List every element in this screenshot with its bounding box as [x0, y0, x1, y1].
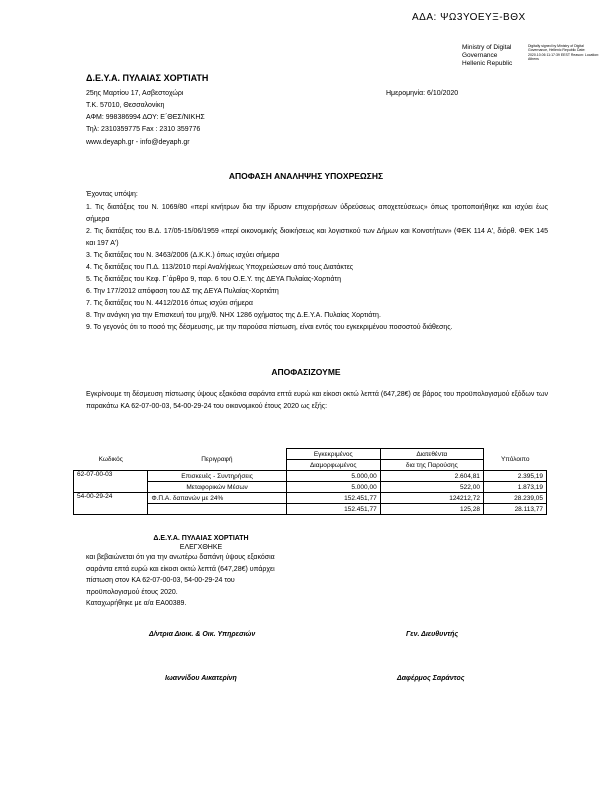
row-description: Επισκευές - Συντηρήσεις: [148, 471, 286, 482]
verification-line: προϋπολογισμού έτους 2020.: [86, 588, 178, 596]
consideration-item: 4. Τις διατάξεις του Π.Δ. 113/2010 περί Αναλήψεως Υποχρεώσεων από τους Διατάκτες: [86, 264, 354, 271]
table-row: [74, 493, 547, 504]
consideration-item: 5. Τις διατάξεις του Κεφ. Γ΄άρθρο 9, παρ. 6 του Ο.Ε.Υ. της ΔΕΥΑ Πυλαίας-Χορτιάτη: [86, 276, 342, 283]
signatory-left-name: Ιωαννίδου Αικατερίνη: [165, 675, 237, 682]
consideration-item: 1. Τις διατάξεις του Ν. 1069/80 «περί κινήτρων δια την ίδρυσιν επιχειρήσεων ύδρεύσεως αποχετεύσεως» όπως τροποποιήθηκε και ισχύει έως σήμερα: [86, 204, 548, 223]
header-balance: Υπόλοιπο: [500, 455, 530, 463]
header-approved: Εγκεκριμένος: [286, 449, 380, 460]
signatory-left-title: Δ/ντρια Διοικ. & Οικ. Υπηρεσιών: [149, 631, 256, 638]
row-approved: 5.000,00: [286, 471, 380, 482]
verification-line: και βεβαιώνεται ότι για την ανωτέρω δαπάνη ύψους εξακόσια: [86, 554, 275, 561]
row-code: 54-00-29-24: [74, 493, 148, 515]
org-web: www.deyaph.gr - info@deyaph.gr: [86, 139, 190, 146]
row-allocated: 124212,72: [380, 493, 483, 504]
table-row: [74, 471, 547, 482]
header-allocated: Διατεθέντα: [380, 449, 483, 460]
signatory-right-title: Γεν. Διευθυντής: [406, 631, 459, 638]
verification-line: Καταχωρήθηκε με α/α ΕΑ00389.: [86, 600, 187, 607]
row-balance: 28.239,05: [483, 493, 546, 504]
header-description: Περιγραφή: [201, 455, 233, 463]
org-postal: Τ.Κ. 57010, Θεσσαλονίκη: [86, 102, 165, 109]
consideration-item: 8. Την ανάγκη για την Επισκευή του μηχ/θ. ΝΗΧ 1286 οχήματος της Δ.Ε.Υ.Α. Πυλαίας Χορτιάτη.: [86, 312, 381, 319]
decision-text: Εγκρίνουμε τη δέσμευση πίστωσης ύψους εξακόσια σαράντα επτά ευρώ και είκοσι οκτώ λεπτά (647,28€) σε βάρος του προϋπολογισμού εξόδων των παρακάτω ΚΑ 62-07-00-03, 54-00-29-24 του οικονομικού έτους 2020 ως εξής:: [86, 391, 548, 410]
row-description: Μεταφορικών Μέσων: [148, 482, 286, 493]
row-description: [148, 504, 286, 515]
row-approved: 152.451,77: [286, 493, 380, 504]
verification-line: πίστωση στον ΚΑ 62-07-00-03, 54-00-29-24 του: [86, 577, 235, 584]
row-code: 62-07-00-03: [74, 471, 148, 493]
subheader-allocated: δια της Παρούσης: [380, 460, 483, 471]
table-header-row: [74, 449, 547, 460]
consideration-item: 9. Το γεγονός ότι το ποσό της δέσμευσης, με την παρούσα πίστωση, είναι εντός του εγκεκριμένου ποσοστού διάθεσης.: [86, 324, 453, 331]
decision-title: ΑΠΟΦΑΣΙΖΟΥΜΕ: [271, 367, 341, 377]
row-allocated: 522,00: [380, 482, 483, 493]
row-balance: 28.113,77: [483, 504, 546, 515]
verification-checked: ΕΛΕΓΧΘΗΚΕ: [179, 544, 223, 551]
row-approved: 152.451,77: [286, 504, 380, 515]
org-tax-id: ΑΦΜ: 998386994 ΔΟΥ: Ε΄ΘΕΣ/ΝΙΚΗΣ: [86, 114, 205, 121]
row-approved: 5.000,00: [286, 482, 380, 493]
consideration-item: 3. Τις διατάξεις του Ν. 3463/2006 (Δ.Κ.Κ.) όπως ισχύει σήμερα: [86, 252, 280, 259]
row-allocated: 2.604,81: [380, 471, 483, 482]
org-phone: Τηλ: 2310359775 Fax : 2310 359776: [86, 126, 201, 133]
subheader-approved: Διαμορφωμένος: [286, 460, 380, 471]
digital-signature-stamp: [462, 44, 602, 78]
signature-line: Governance: [462, 52, 498, 59]
signature-issuer: [462, 44, 512, 68]
consideration-item: 2. Τις διατάξεις του Β.Δ. 17/05-15/06/1959 «περί οικονομικής διοικήσεως και λογιστικού των Δήμων και Κοινοτήτων» (ΦΕΚ 114 Α', διόρθ. ΦΕΚ 145 και 197 Α'): [86, 228, 548, 247]
intro-text: Έχοντας υπόψη:: [86, 191, 138, 198]
consideration-item: 6. Την 177/2012 απόφαση του ΔΣ της ΔΕΥΑ Πυλαίας-Χορτιάτη: [86, 288, 279, 295]
ada-code: ΑΔΑ: ΨΩ3ΥΟΕΥΞ-ΒΘΧ: [412, 12, 526, 23]
verification-line: σαράντα επτά ευρώ και είκοσι οκτώ λεπτά (647,28€) υπάρχει: [86, 565, 275, 573]
document-title: ΑΠΟΦΑΣΗ ΑΝΑΛΗΨΗΣ ΥΠΟΧΡΕΩΣΗΣ: [228, 171, 384, 181]
considerations-list: [86, 202, 548, 334]
document-date: Ημερομηνία: 6/10/2020: [386, 90, 459, 97]
org-address: 25ης Μαρτίου 17, Ασβεστοχώρι: [86, 90, 184, 97]
signature-line: Ministry of Digital: [462, 44, 512, 51]
org-name: Δ.Ε.Υ.Α. ΠΥΛΑΙΑΣ ΧΟΡΤΙΑΤΗ: [86, 73, 209, 83]
row-balance: 1.873,19: [483, 482, 546, 493]
signatory-right-name: Δαφέρμος Σαράντος: [397, 675, 465, 682]
consideration-item: 7. Τις διατάξεις του Ν. 4412/2016 όπως ισχύει σήμερα: [86, 300, 253, 307]
verification-text: [86, 552, 316, 610]
row-allocated: 125,28: [380, 504, 483, 515]
row-description: Φ.Π.Α. δαπανών με 24%: [148, 493, 286, 504]
signature-details: Digitally signed by Ministry of Digital Governance, Hellenic Republic Date: 2020.10.06 11:17:39 EEST Reason: Location: Athens: [528, 44, 600, 62]
row-balance: 2.395,19: [483, 471, 546, 482]
budget-table: [73, 448, 547, 515]
verification-block: [86, 535, 316, 610]
signature-line: Hellenic Republic: [462, 60, 513, 67]
header-code: Κωδικός: [98, 455, 123, 463]
verification-org: Δ.Ε.Υ.Α. ΠΥΛΑΙΑΣ ΧΟΡΤΙΑΤΗ: [153, 535, 249, 542]
